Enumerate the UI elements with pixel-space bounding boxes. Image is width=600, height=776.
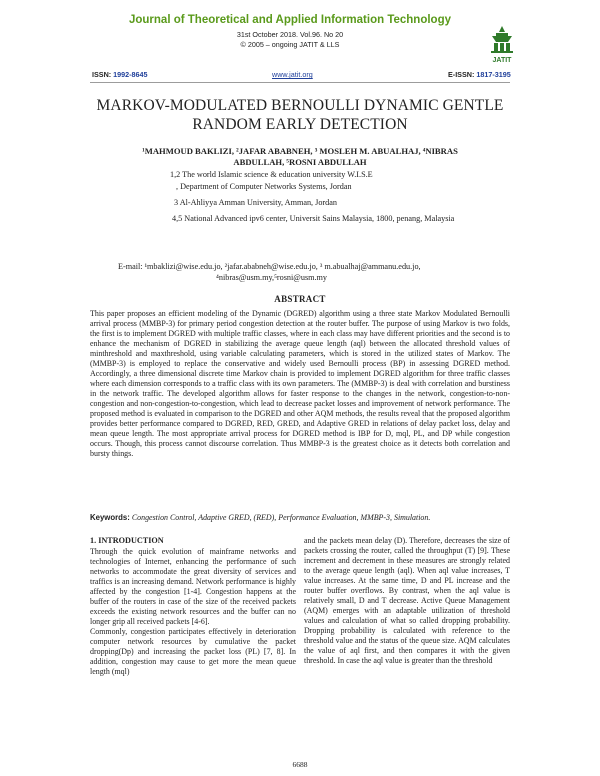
eissn-label: E-ISSN: [448,70,475,79]
intro-paragraph-1: Through the quick evolution of mainframe networks and technologies of Internet, enhancing the performance of such networks to accommodate the great diversity of services and traffics is an increasing demand. Network performance is highly affected by the congestion [1-4]. Congestion happens at the buffer of the routers in case of the size of the received packets exceeds the existing network resources and the buffer can no longer grip all received packets [4-6]. [90,547,296,626]
emails-line-1: E-mail: ¹mbaklizi@wise.edu.jo, ²jafar.ababneh@wise.edu.jo, ³ m.abualhaj@ammanu.edu.jo, [118,262,421,271]
abstract-text: This paper proposes an efficient modeling of the Dynamic (DGRED) algorithm using a three state Markov Modulated Bernoulli arrival process (MMBP-3) for primary period congestion detection at the router buffer. The purpose of using Markov is two folds, the first is to implement DGRED with multiple traffic classes, where in each class may have different priorities and the second is to enhance the mechanism of DGRED in stabilizing the average queue length (aql) between the allocated threshold values of minthreshold and maxthreshold, using variable calculating parameters, which is stored in the utilized states of Markov. The (MMBP-3) is employed to replace the conservative and widely used Bernoulli process (BP) in assessing DGRED method. Accordingly, a three dimensional discrete time Markov chain is provided to implement DGRED algorithm for three traffic classes where each dimension corresponds to a traffic class with its own parameters. The (MMBP-3) is deal with correlation and burstiness in the network traffic. The developed algorithm allows for faster response to the changes in the network, congestion-to-non-congestion and non-congestion-to-congestion, which lead to decrease packet losses and improvement of network performance. The proposed method is evaluated in comparison to the DGRED and other AQM methods, the results reveal that the proposed algorithm provides better performance compared to DGRED, RED, GRED, and Adaptive GRED in relations of delay packet loss, delay and mean queue length. The most appropriate arrival process for DGRED method is IBP for D, mql, PL, and DP while congestion occurs. Though, this process cannot discourse correlation. Thus MMBP-3 is the greatest choice as it detects both correlation and bursty things. [90,309,510,458]
paper-title [70,96,530,134]
intro-heading: 1. INTRODUCTION [90,536,164,545]
eissn [448,70,511,79]
affiliation-1-line-2: , Department of Computer Networks Systems, Jordan [176,182,352,191]
authors-line-2: ABDULLAH, ⁵ROSNI ABDULLAH [233,157,367,167]
issue-date: 31st October 2018. Vol.96. No 20 [236,30,344,39]
keywords-list: Congestion Control, Adaptive GRED, (RED), Performance Evaluation, MMBP-3, Simulation. [131,513,431,522]
logo-text: JATIT [492,57,512,64]
keywords-label: Keywords: [90,513,130,522]
title-line-2: RANDOM EARLY DETECTION [192,116,408,133]
affiliation-1-line-1: 1,2 The world Islamic science & education university W.I.S.E [170,170,373,179]
jatit-logo [486,24,518,64]
intro-right-column [304,536,510,666]
eissn-value: 1817-3195 [476,70,511,79]
journal-title: Journal of Theoretical and Applied Information Technology [128,14,452,26]
intro-paragraph-3: and the packets mean delay (D). Therefore, decreases the size of packets crossing the router, called the throughput (T) [9]. These increment and decrement in these measures are strongly related to the average queue length (aql). When aql value increases, T value increases. At the same time, D and PL increase and the router buffer overflows. By contrast, when the aql value is relatively small, D and T decrease. Active Queue Management (AQM) emerges with an adaptable utilization of threshold values and calculation of what so called dropping probability. Dropping probability is calculated with reference to the threshold value and the status of the queue size. AQM calculates the value of aql first, and then compares it with the given threshold. In case the aql value is greater than the threshold [304,536,510,665]
journal-url-link[interactable]: www.jatit.org [272,70,313,79]
affiliation-3: 4,5 National Advanced ipv6 center, Universit Sains Malaysia, 1800, penang, Malaysia [172,214,455,223]
intro-paragraph-2: Commonly, congestion participates effectively in deterioration computer network resources by cumulative the packet dropping(Dp) and increasing the packet loss (PL) [7, 8]. In addition, congestion may cause to get more the mean queue length (mql) [90,627,296,676]
authors-line-1: ¹MAHMOUD BAKLIZI, ²JAFAR ABABNEH, ³ MOSLEH M. ABUALHAJ, ⁴NIBRAS [142,146,458,156]
issn [92,70,148,79]
author-list [90,146,510,168]
keywords [90,513,520,523]
abstract-heading: ABSTRACT [274,294,326,304]
affiliation-2: 3 Al-Ahliyya Amman University, Amman, Jordan [174,198,337,207]
emails-line-2: ⁴nibras@usm.my,⁵rosni@usm.my [216,272,328,282]
page-number: 6688 [292,760,308,769]
title-line-1: MARKOV-MODULATED BERNOULLI DYNAMIC GENTLE [96,97,504,114]
copyright-line: © 2005 – ongoing JATIT & LLS [240,40,340,49]
issn-value: 1992-8645 [113,70,148,79]
intro-left-column [90,536,296,677]
author-emails [118,262,421,283]
header-divider [90,82,510,83]
issn-label: ISSN: [92,70,112,79]
